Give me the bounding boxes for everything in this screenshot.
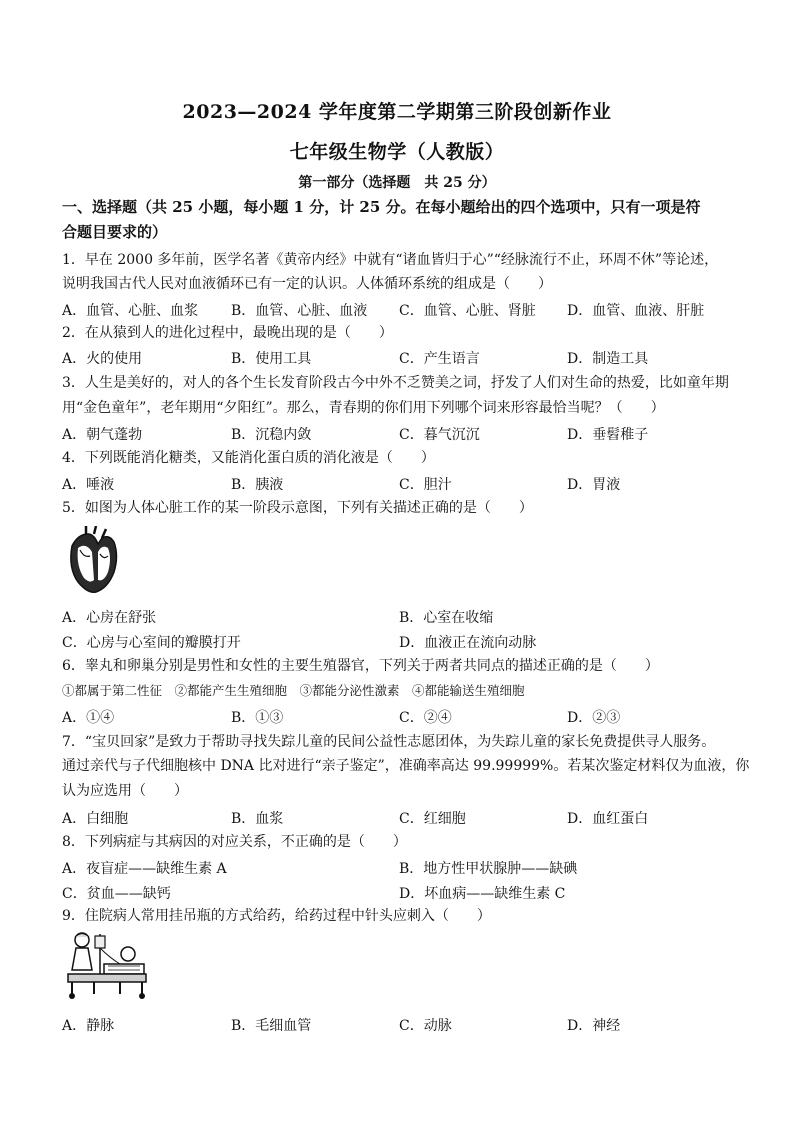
- q1-option-c: C．血管、心脏、肾脏: [399, 303, 536, 319]
- q1-stem-line2: 说明我国古代人民对血液循环已有一定的认识。人体循环系统的组成是（ ）: [62, 276, 552, 292]
- exam-title: 2023—2024 学年度第二学期第三阶段创新作业: [182, 101, 612, 123]
- q8-option-d: D．坏血病——缺维生素 C: [399, 886, 566, 902]
- q6-stem: 6．睾丸和卵巢分别是男性和女性的主要生殖器官，下列关于两者共同点的描述正确的是（ ）: [62, 658, 659, 674]
- q2-stem: 2．在从猿到人的进化过程中，最晚出现的是（ ）: [62, 325, 393, 341]
- q9-option-a: A．静脉: [62, 1018, 115, 1034]
- q7-option-c: C．红细胞: [399, 811, 466, 827]
- q8-option-c: C．贫血——缺钙: [62, 886, 171, 902]
- q4-stem: 4．下列既能消化糖类，又能消化蛋白质的消化液是（ ）: [62, 450, 435, 466]
- q8-option-b: B．地方性甲状腺肿——缺碘: [399, 861, 578, 877]
- q6-option-c: C．②④: [399, 710, 452, 726]
- exam-subtitle: 七年级生物学（人教版）: [289, 141, 505, 163]
- q7-stem-line3: 认为应选用（ ）: [62, 783, 188, 799]
- q3-option-c: C．暮气沉沉: [399, 427, 480, 443]
- q3-stem-line2: 用“金色童年”，老年期用“夕阳红”。那么，青春期的你们用下列哪个词来形容最恰当呢？（ ）: [62, 400, 665, 416]
- q5-option-a: A．心房在舒张: [62, 610, 157, 626]
- q2-option-c: C．产生语言: [399, 351, 480, 367]
- q9-option-b: B．毛细血管: [231, 1018, 312, 1034]
- q6-option-d: D．②③: [567, 710, 621, 726]
- q5-option-b: B．心室在收缩: [399, 610, 494, 626]
- q1-option-d: D．血管、血液、肝脏: [567, 303, 705, 319]
- part-heading: 第一部分（选择题 共 25 分）: [298, 175, 496, 191]
- q9-option-d: D．神经: [567, 1018, 621, 1034]
- q4-option-d: D．胃液: [567, 477, 621, 493]
- q2-option-d: D．制造工具: [567, 351, 649, 367]
- q9-option-c: C．动脉: [399, 1018, 452, 1034]
- q1-stem-line1: 1．早在 2000 多年前，医学名著《黄帝内经》中就有“诸血皆归于心”“经脉流行不止，环周不休”等论述，: [62, 252, 719, 268]
- q6-option-a: A．①④: [62, 710, 115, 726]
- q4-option-b: B．胰液: [231, 477, 284, 493]
- q1-option-a: A．血管、心脏、血浆: [62, 303, 199, 319]
- q7-option-b: B．血浆: [231, 811, 284, 827]
- q5-stem: 5．如图为人体心脏工作的某一阶段示意图，下列有关描述正确的是（ ）: [62, 500, 533, 516]
- q7-stem-line2: 通过亲代与子代细胞核中 DNA 比对进行“亲子鉴定”，准确率高达 99.99999%。若某次鉴定材料仅为血液，你: [62, 758, 750, 774]
- q7-option-a: A．白细胞: [62, 811, 129, 827]
- q3-option-d: D．垂髫稚子: [567, 427, 649, 443]
- q6-statements: ①都属于第二性征 ②都能产生生殖细胞 ③都能分泌性激素 ④都能输送生殖细胞: [62, 683, 525, 698]
- section-instructions-line1: 一、选择题（共 25 小题，每小题 1 分，计 25 分。在每小题给出的四个选项中，只有一项是符: [62, 198, 701, 216]
- q6-option-b: B．①③: [231, 710, 284, 726]
- q4-option-a: A．唾液: [62, 477, 115, 493]
- q3-option-a: A．朝气蓬勃: [62, 427, 143, 443]
- heart-diagram: [64, 526, 122, 596]
- q5-option-d: D．血液正在流向动脉: [399, 635, 537, 651]
- q2-option-a: A．火的使用: [62, 351, 143, 367]
- q4-option-c: C．胆汁: [399, 477, 452, 493]
- q5-option-c: C．心房与心室间的瓣膜打开: [62, 635, 241, 651]
- section-instructions-line2: 合题目要求的）: [62, 223, 168, 241]
- q3-stem-line1: 3．人生是美好的，对人的各个生长发育阶段古今中外不乏赞美之词，抒发了人们对生命的热爱，比如童年期: [62, 375, 729, 391]
- iv-drip-illustration: [64, 930, 150, 1000]
- q1-option-b: B．血管、心脏、血液: [231, 303, 368, 319]
- q8-option-a: A．夜盲症——缺维生素 A: [62, 861, 227, 877]
- q2-option-b: B．使用工具: [231, 351, 312, 367]
- q7-option-d: D．血红蛋白: [567, 811, 649, 827]
- q9-stem: 9．住院病人常用挂吊瓶的方式给药，给药过程中针头应刺入（ ）: [62, 908, 491, 924]
- q8-stem: 8．下列病症与其病因的对应关系，不正确的是（ ）: [62, 834, 407, 850]
- q3-option-b: B．沉稳内敛: [231, 427, 312, 443]
- q7-stem-line1: 7．“宝贝回家”是致力于帮助寻找失踪儿童的民间公益性志愿团体，为失踪儿童的家长免费提供寻人服务。: [62, 734, 716, 750]
